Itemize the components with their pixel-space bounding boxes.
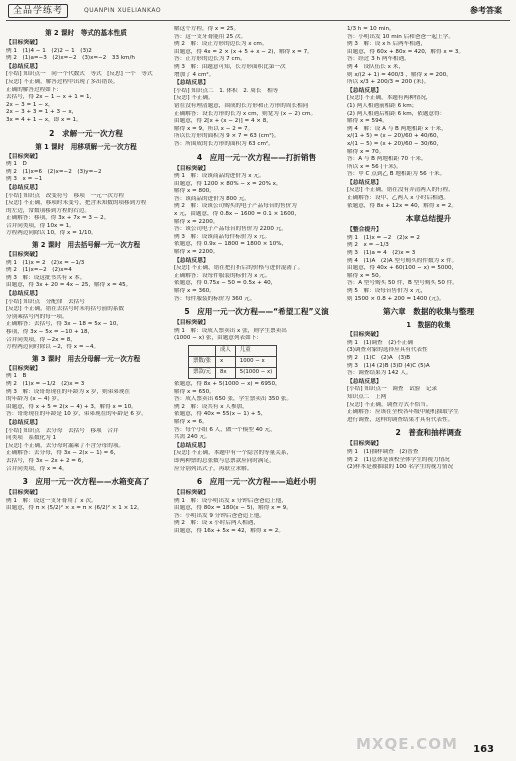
- answer-line: [反思] 不正确，移项时未变号，把含未知数的项移到方程: [6, 200, 147, 207]
- section-heading: 第 1 课时 用移项解一元一次方程: [35, 142, 137, 151]
- answer-line: 合并同类项，得 x = 4。: [6, 465, 68, 472]
- section-reference: 参考答案: [470, 6, 502, 15]
- answer-line: 2x − 3 + 3 = 1 + 3 − x，: [6, 109, 78, 116]
- answer-line: 由题意，得 16x + 5x = 42，解得 x = 2。: [174, 528, 284, 535]
- answer-line: 例 1 (1)x = 2 (2)x = −1/3: [6, 259, 85, 266]
- section-tag-row: [174, 442, 339, 451]
- answer-line: 所以 x = 56 (千米)。: [347, 163, 402, 170]
- section-tag: 【总结反思】: [347, 87, 382, 94]
- answer-line: 例 3 解：设哥哥现在的年龄为 x 岁，则弟弟现在: [6, 388, 131, 395]
- section-tag-row: [347, 331, 510, 340]
- answer-line: 正确解答：应该在全校各年级中随机抽取学生: [347, 409, 459, 416]
- answer-line: 错在没有理清题意，围成的长方形和正方形的周长相同: [174, 102, 309, 109]
- answer-line: 进行调查，这样的调查结果才具有代表性。: [347, 416, 454, 423]
- answer-line: 例 2 (1)a=−3 (2)x=−2 (3)x=−2 33 km/h: [6, 55, 135, 62]
- section-heading: 6 应用一元一次方程——追赶小明: [196, 477, 317, 487]
- answer-line: 解这个方程，得 x = 25。: [174, 26, 240, 32]
- answer-line: 解得 x = 2200。: [174, 218, 219, 225]
- answer-line: 答：甲 C 点到乙 B 地相距为 56 千米。: [347, 171, 446, 178]
- answer-line: 例 2 (1)C (2)A (3)B: [347, 354, 411, 361]
- answer-line: 依题意，得 0.9x − 1800 = 1800 × 10%，: [174, 241, 288, 248]
- answer-line: 答：这一支牙膏能用 25 次。: [174, 33, 247, 40]
- answer-line: 例 2 (1)x=6 (2)x=−2 (3)y=−2: [6, 168, 102, 175]
- answer-line: 解得 x = 594。: [347, 118, 388, 125]
- section-tag: 【总结反思】: [6, 184, 41, 191]
- answer-line: 例 1 (1)抽样调查 (2)普查: [347, 448, 419, 455]
- table-cell: 1000 − x: [235, 356, 277, 367]
- answer-line: 正确的解答过程如下：: [6, 86, 62, 93]
- answer-line: 答：正方形的边长为 7 cm。: [174, 56, 246, 63]
- table-row: [189, 367, 277, 378]
- section-heading: 第 3 课时 用去分母解一元一次方程: [31, 354, 141, 363]
- answer-line: 合并同类项，得 10x = 1。: [6, 222, 75, 229]
- table-row: [189, 356, 277, 367]
- answer-line: 例 2 (1)x = −1/2 (2)x = 3: [6, 380, 85, 387]
- answer-line: 答：每件服装的标价为 360 元。: [174, 295, 256, 302]
- answer-line: [小结] 知识点 去分母 去括号 移项 合并: [6, 427, 119, 434]
- section-tag: 【目标突破】: [6, 40, 41, 46]
- section-tag: 【目标突破】: [174, 490, 209, 497]
- section-tag: 【目标突破】: [174, 165, 209, 172]
- section-tag: 【总结反思】: [347, 378, 382, 385]
- answer-line: 例 2 (1)x=−2 (2)x=4: [6, 267, 72, 274]
- table-cell: 成人: [216, 345, 236, 356]
- section-tag: 【目标突破】: [6, 153, 41, 160]
- section-tag-row: [6, 419, 166, 428]
- section-tag-row: [6, 39, 166, 48]
- section-heading: 第六章 数据的收集与整理: [382, 307, 475, 317]
- answer-line: [小结] 知识点一 同一个代数式 等式 [反思] 一个 等式: [6, 71, 153, 78]
- answer-column-right: [347, 26, 510, 731]
- section-tag-row: [6, 365, 166, 374]
- answer-line: 依题意，得 8x + 12x = 40，解得 x = 2。: [347, 202, 457, 209]
- answer-line: 答：小明出发 9 分钟后爸爸追上他。: [174, 512, 266, 519]
- section-tag-row: [174, 319, 339, 328]
- answer-line: 所以长方形的面积为 9 × 7 = 63 (cm²)。: [174, 133, 280, 140]
- answer-line: 答：经过 3 h 两车相遇。: [347, 56, 410, 63]
- answer-line: 由题意，得 x + 5 = 2(x − 4) + 3，解得 x = 10。: [6, 403, 137, 410]
- answer-line: 方程两边同时除以 −2，得 x = −4。: [6, 344, 100, 351]
- answer-line: [小结] 知识点一 调查 试验 记录: [347, 386, 438, 393]
- section-tag-row: [174, 257, 339, 266]
- section-tag-row: [6, 489, 166, 498]
- answer-line: 所以 x/3 + 200/3 = 200 (米)。: [347, 79, 430, 86]
- answer-line: 依题意，得 8x + 5(1000 − x) = 6950，: [174, 380, 281, 387]
- answer-line: 例 2 解：设 x 小时后两人相遇，: [174, 520, 259, 527]
- answer-line: 解得 x = 50。: [347, 272, 385, 279]
- section-heading: 4 应用一元一次方程——打折销售: [196, 152, 317, 162]
- answer-line: 例 2 (1)总体是该校全体学生的视力情况: [347, 456, 450, 463]
- answer-line: 答：所围成的长方形的面积为 63 cm²。: [174, 140, 274, 147]
- answer-line: 知识点二 上网: [347, 393, 387, 400]
- answer-line: 例 1 (1)调查 (2)不正确: [347, 339, 413, 346]
- answer-line: 答：A 型号购买 50 件，B 型号购买 50 件。: [347, 280, 458, 287]
- answer-line: [反思] 不正确，解答过程中出现了多出错误。: [6, 78, 119, 85]
- table-cell: 儿童: [235, 345, 277, 356]
- answer-line: 解得 x = 650。: [174, 388, 215, 395]
- answer-column-middle: [174, 26, 339, 731]
- answer-line: x 元，由题意，得 0.8x − 1600 = 0.1 × 1600，: [174, 211, 300, 218]
- section-tag: 【总结反思】: [347, 179, 382, 186]
- answer-line: 依题意，得 0.75x − 50 = 0.5x + 40，: [174, 280, 277, 287]
- answer-line: 例 3 解：由题意可知，长方形面积比第一次: [174, 63, 286, 70]
- section-tag-row: [347, 378, 510, 387]
- answer-line: 移项，得 3x − 5x = −10 + 18，: [6, 329, 94, 335]
- answer-line: 的年龄为 (x − 4) 岁。: [6, 396, 63, 403]
- answer-line: 例 1 解：设该商品的进价为 x 元。: [174, 173, 265, 180]
- answer-line: 例 2 解：设该公司购买的电子产品每台的售价为: [174, 203, 297, 210]
- section-tag-row: [347, 87, 510, 96]
- answer-line: x/(1 + 5) = (x − 20)/60 + 40/60，: [347, 133, 443, 140]
- answer-line: 由题意，得 4x = 2 × (x + 5 + x − 2)，解得 x = 7。: [174, 48, 313, 55]
- answer-line: 由题意，得 80x = 180(x − 5)，解得 x = 9。: [174, 505, 292, 512]
- answer-line: 例 1 D: [6, 161, 27, 168]
- answer-line: 的左边，常数项移到方程的右边。: [6, 207, 90, 214]
- answer-line: [反思] 不正确，去分母时漏乘了不含分母的项。: [6, 442, 125, 449]
- answer-line: [反思] 不正确，调查方式不恰当。: [347, 401, 432, 408]
- answer-line: 例 3 解：设 x h 后两车相遇，: [347, 41, 427, 48]
- answer-line: 答：成人票卖出 650 张，学生票卖出 350 张。: [174, 396, 292, 403]
- section-tag: 【目标突破】: [174, 320, 209, 327]
- answer-line: 例 4 设队伍长 x 米，: [347, 63, 404, 70]
- section-tag: 【总结反思】: [174, 442, 209, 449]
- answer-line: 答：小明出发 10 min 后和爸爸一起上学。: [347, 33, 454, 40]
- answer-line: [反思] 不正确，错在把打折后的价格与进价混淆了。: [174, 265, 304, 272]
- answer-line: 由题意，得 3x + 20 = 4x − 25，解得 x = 45。: [6, 282, 132, 289]
- section-tag-row: [6, 290, 166, 299]
- page-header: [0, 0, 516, 22]
- answer-line: 例 3 x = −1: [6, 176, 43, 183]
- answer-line: 例 1 解：设成人票卖出 x 张，则学生票卖出: [174, 327, 287, 334]
- answer-line: 共需 240 元。: [174, 434, 211, 441]
- answer-line: 例 3 解：设这批书共有 x 本。: [6, 274, 86, 281]
- section-heading: 3 应用一元一次方程——水箱变高了: [22, 477, 150, 487]
- answer-line: [小结] 知识点 分配律 去括号: [6, 298, 85, 305]
- answer-line: 解得 x = 9，所以 x − 2 = 7。: [174, 125, 254, 132]
- answer-column-left: [6, 26, 166, 731]
- table-cell: 8x: [216, 367, 236, 378]
- answer-line: x/(1 − 5) = (x + 20)/60 − 30/60，: [347, 140, 443, 147]
- section-tag: 【总结反思】: [6, 291, 41, 298]
- answer-line: 依题意，得 40x = 55(x − 1) + 5，: [174, 411, 267, 418]
- answer-line: 答：每个小组 6 人，做一个模型 40 元，: [174, 426, 276, 433]
- answer-line: 例 1 解：设这一支牙膏用了 x 次。: [6, 497, 97, 504]
- answer-line: 答：A 与 B 两地相距 70 千米。: [347, 156, 427, 163]
- answer-line: 例 2 解：设共有 x 人参加，: [174, 403, 248, 410]
- table-cell: x: [216, 356, 236, 367]
- answer-line: 应分别列出式子，再联立求解。: [174, 465, 253, 472]
- section-tag-row: [6, 251, 166, 260]
- answer-line: 正确解答：移项，得 3x + 7x = 3 − 2。: [6, 215, 110, 222]
- answer-line: 正确解答：设每件服装的标价为 x 元。: [174, 272, 271, 279]
- answer-line: 去括号，得 2x − 1 − x + 1 = 1，: [6, 94, 96, 101]
- table-cell: 票数/张: [189, 356, 216, 367]
- page-number: 163: [473, 744, 494, 755]
- brand-pinyin: QUANPIN XUELIANKAO: [84, 7, 162, 14]
- section-tag-row: [174, 79, 339, 88]
- section-heading: 第 2 课时 等式的基本性质: [45, 29, 127, 37]
- section-tag: 【目标突破】: [6, 252, 41, 259]
- answer-line: 例 1 (1)4 − 1 (2)2 − 1 (3)2: [6, 47, 92, 54]
- table-row: [189, 345, 277, 356]
- answer-line: 例 4 解：设 A 与 B 两地相距 x 千米，: [347, 125, 447, 132]
- answer-line: [小结] 知识点二 1. 体积 2. 周长 相等: [174, 87, 279, 94]
- answer-line: 答：哥哥现在的年龄是 10 岁，弟弟现在的年龄是 6 岁。: [6, 411, 147, 418]
- answer-line: 1/3 h = 10 min。: [347, 26, 395, 32]
- answer-line: 去括号，得 3x − 2x + 2 = 6，: [6, 457, 87, 464]
- answer-line: [反思] 不正确，本题中有一个隐含的等量关系，: [174, 450, 293, 457]
- answer-line: 由题意，得 π × (5/2)² × x = π × (6/2)² × 1 × 12。: [6, 505, 143, 512]
- section-heading: 本章总结提升: [405, 214, 452, 224]
- answer-line: 例 4 (1)A (2)A 型号购买的件数为 x 件。: [347, 257, 458, 264]
- answer-line: (1) 两人相遇前相距 6 km；: [347, 102, 418, 109]
- section-tag-row: [347, 226, 510, 235]
- ticket-table: [188, 345, 277, 379]
- answer-line: 正确解答：设长方形的长为 x cm，则宽为 (x − 2) cm。: [174, 110, 317, 117]
- answer-line: 即两种票的总张数与总票款应同时满足，: [174, 457, 275, 464]
- answer-line: 解得 x = 2200。: [174, 249, 219, 256]
- answer-line: 解得 x = 800。: [174, 188, 215, 195]
- answer-line: 3x = 4 + 1 − x，即 x = 1。: [6, 116, 82, 123]
- answer-line: [反思] 不正确，错在去括号时未将括号前的系数: [6, 306, 125, 313]
- section-tag: 【总结反思】: [174, 257, 209, 264]
- header-divider: [6, 20, 510, 21]
- answer-line: 例 1 (1)x = −2 (2)x = 2: [347, 234, 420, 241]
- brand-logo: 全品学练考: [8, 4, 68, 18]
- answer-line: 合并同类项，得 −2x = 8，: [6, 336, 76, 343]
- answer-line: 例 3 解：设该商品每件标价为 x 元。: [174, 233, 271, 240]
- section-tag: 【目标突破】: [6, 365, 41, 372]
- answer-line: [小结] 知识点 改变符号 移项 一元一次方程: [6, 192, 125, 199]
- table-cell: 票款/元: [189, 367, 216, 378]
- section-tag: 【整合提升】: [347, 227, 382, 234]
- section-tag: 【目标突破】: [6, 490, 41, 497]
- answer-line: [反思] 不正确，错在没有弄清两人的行程。: [347, 187, 454, 194]
- section-heading: 2 普查和抽样调查: [395, 428, 462, 438]
- answer-line: 由题意，得 2[x + (x − 2)] = 4 × 8，: [174, 118, 272, 125]
- section-tag: 【总结反思】: [6, 63, 41, 70]
- answer-line: 正确解答：去分母，得 3x − 2(x − 1) = 6，: [6, 450, 120, 457]
- answer-line: 例 1 解：设小明出发 x 分钟后爸爸追上他，: [174, 497, 287, 504]
- answer-line: 由题意，得 1200 × 80% − x = 20% x，: [174, 180, 282, 187]
- answer-line: 正确解答：去括号，得 3x − 18 = 5x − 10，: [6, 321, 123, 328]
- section-tag-row: [6, 63, 166, 72]
- answer-line: 解得 x = 6。: [174, 418, 208, 425]
- answer-line: (1000 − x) 张，由题意列表如下：: [174, 335, 262, 342]
- section-tag: 【总结反思】: [6, 419, 41, 426]
- answer-line: 增加了 4 cm²。: [174, 71, 215, 78]
- answer-line: (3)调查对象的选择应具有代表性: [347, 347, 428, 354]
- section-tag-row: [6, 153, 166, 162]
- answer-line: 答：该商品的进价为 800 元。: [174, 195, 250, 202]
- answer-line: 方程两边同除以 10，得 x = 1/10。: [6, 230, 97, 237]
- section-tag: 【总结反思】: [174, 80, 209, 87]
- answer-line: [反思] 不正确。: [174, 95, 214, 102]
- answer-line: 例 3 (1)4 (2)B (3)D (4)C (5)A: [347, 362, 430, 369]
- answer-line: 例 5 解：设每台售价为 x 元，: [347, 288, 427, 294]
- answer-line: 则 1500 × 0.8 + 200 = 1400 (元)。: [347, 295, 445, 302]
- section-heading: 1 数据的收集: [406, 321, 451, 330]
- answer-line: 由题意，得 60x + 80x = 420，解得 x = 3。: [347, 48, 465, 55]
- answer-line: 分别乘括号内的每一项。: [6, 313, 68, 320]
- table-cell: 5(1000 − x): [235, 367, 277, 378]
- answer-line: 解得 x = 70。: [347, 148, 385, 155]
- section-heading: 第 2 课时 用去括号解一元一次方程: [31, 241, 141, 250]
- answer-line: (2)样本是被抽取的 100 名学生的视力情况: [347, 464, 454, 471]
- answer-line: 正确解答：设甲、乙两人 x 小时后相遇。: [347, 195, 449, 202]
- answer-line: 例 2 解：设正方形的边长为 x cm。: [174, 41, 268, 48]
- section-tag-row: [174, 489, 339, 498]
- page-footer: [0, 733, 516, 761]
- table-cell: [189, 345, 216, 356]
- answer-line: 解得 x = 360。: [174, 288, 215, 294]
- answer-line: 答：该公司电子产品每台的售价为 2200 元。: [174, 226, 287, 233]
- answer-line: [反思] 不正确，本题有两种情况，: [347, 95, 432, 102]
- answer-line: 同类项 系数化为 1: [6, 435, 57, 442]
- answer-line: 由题意，得 40x + 60(100 − x) = 5000，: [347, 265, 458, 272]
- answer-line: 答：调查结果为 142 人。: [347, 370, 412, 377]
- answer-line: 例 2 x = −1/3: [347, 242, 389, 249]
- section-tag-row: [347, 440, 510, 449]
- section-tag: 【目标突破】: [347, 332, 382, 339]
- answer-line: 2x − 3 = 1 − x，: [6, 101, 54, 108]
- section-heading: 5 应用一元一次方程——“希望工程”义演: [184, 307, 329, 317]
- section-heading: 2 求解一元一次方程: [49, 128, 123, 138]
- answer-line: 例 1 B: [6, 373, 27, 380]
- answer-line: 例 3 (1)a = 4 (2)x = 3: [347, 250, 416, 257]
- section-tag: 【目标突破】: [347, 441, 382, 448]
- section-tag-row: [6, 184, 166, 193]
- section-tag-row: [174, 165, 339, 174]
- answer-line: 则 x/(2 + 1) = 400/3 ，解得 x = 200。: [347, 71, 452, 78]
- section-tag-row: [347, 179, 510, 188]
- answer-line: (2) 两人相遇后相距 6 km，依题意得：: [347, 110, 446, 117]
- watermark: MXQE.COM: [356, 735, 458, 753]
